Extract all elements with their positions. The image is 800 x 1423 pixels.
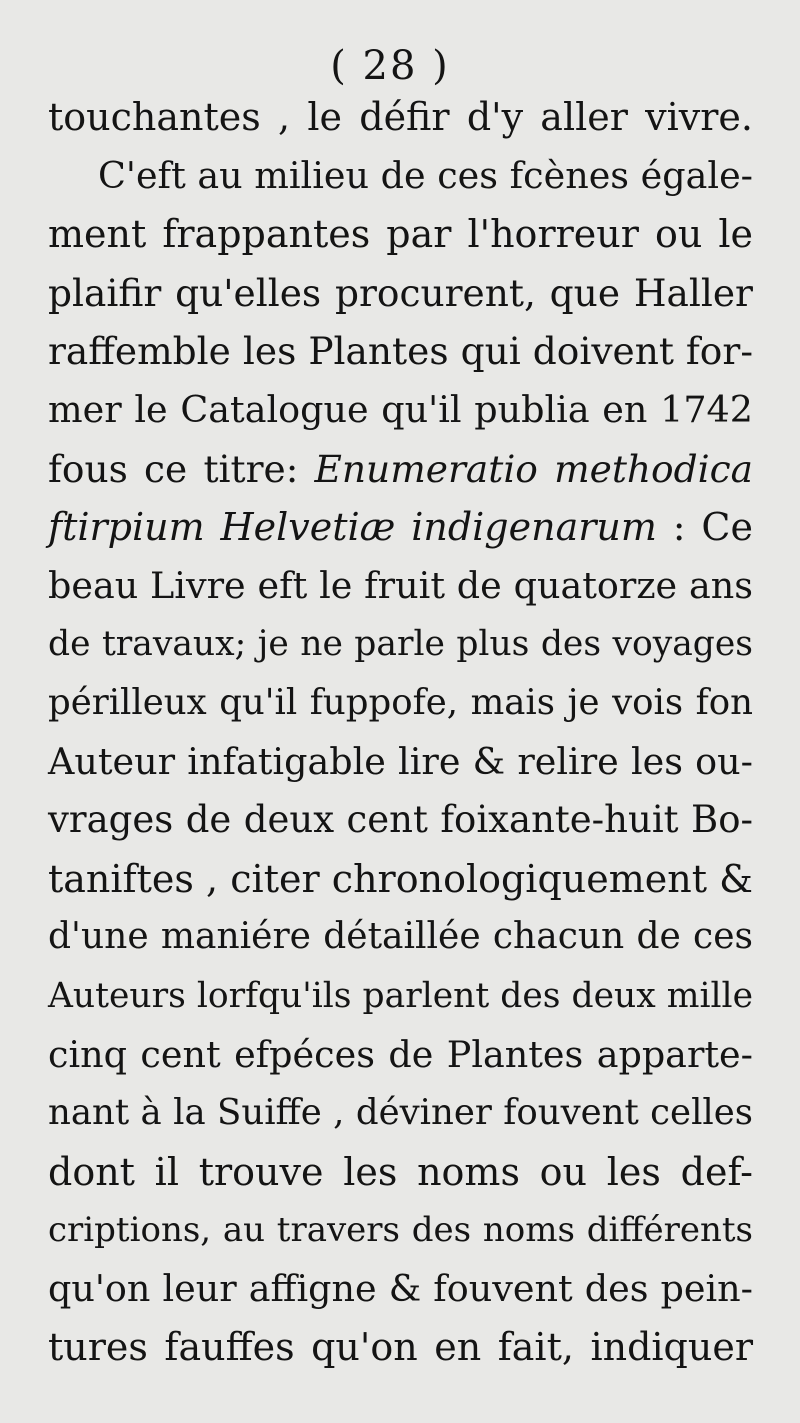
text-line: cinq cent efpéces de Plantes apparte-: [48, 1032, 753, 1076]
text-line: de travaux; je ne parle plus des voyages: [48, 624, 753, 665]
page-number: ( 28 ): [330, 43, 450, 89]
text-line: touchantes , le défir d'y aller vivre.: [48, 95, 753, 139]
text-line: [48, 440, 753, 499]
text-line: dont il trouve les noms ou les def-: [48, 1149, 753, 1194]
text-line: ment frappantes par l'horreur ou le: [48, 212, 753, 257]
text-line: d'une maniére détaillée chacun de ces: [48, 916, 753, 958]
text-line: taniftes , citer chronologiquement &: [48, 856, 753, 901]
text-line: mer le Catalogue qu'il publia en 1742: [48, 387, 753, 431]
italic-title-span: Enumeratio methodica: [314, 446, 753, 491]
text-line: plaifir qu'elles procurent, que Haller: [48, 270, 753, 315]
text-line: vrages de deux cent foixante-huit Bo-: [48, 798, 753, 842]
text-line: qu'on leur affigne & fouvent des pein-: [48, 1266, 753, 1310]
text-line: beau Livre eft le fruit de quatorze ans: [48, 563, 753, 607]
text-line: criptions, au travers des noms différents: [48, 1210, 753, 1251]
text-span: fous ce titre:: [48, 446, 315, 491]
text-line: Auteur infatigable lire & relire les ou-: [48, 739, 753, 783]
text-line: raffemble les Plantes qui doivent for-: [48, 329, 753, 374]
text-line: périlleux qu'il fuppofe, mais je vois fon: [48, 681, 753, 723]
text-line: Auteurs lorfqu'ils parlent des deux mille: [48, 975, 753, 1016]
text-line: [48, 498, 753, 557]
text-line: nant à la Suiffe , déviner fouvent celles: [48, 1092, 753, 1134]
text-line: tures fauffes qu'on en fait, indiquer: [48, 1325, 753, 1370]
italic-title-span: ftirpium Helvetiæ indigenarum: [48, 505, 657, 550]
body-text: [48, 88, 753, 1377]
text-span: : Ce: [656, 505, 753, 550]
text-line: C'eft au milieu de ces fcènes égale-: [98, 153, 753, 197]
